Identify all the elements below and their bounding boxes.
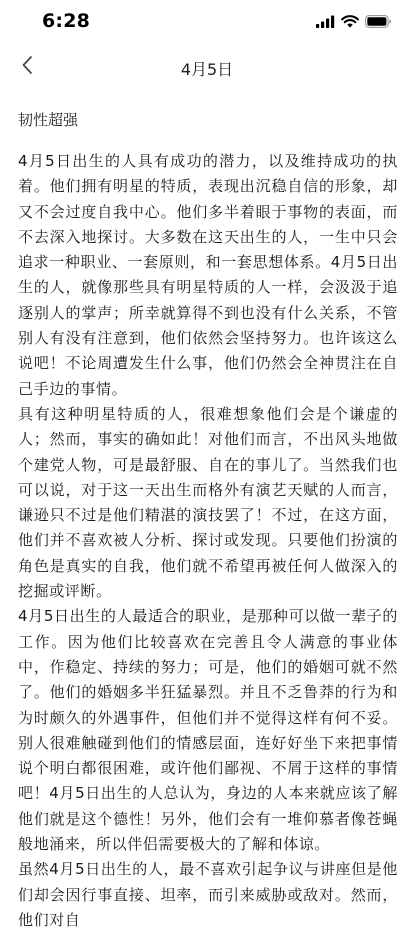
article-paragraph: 虽然4月5日出生的人，最不喜欢引起争议与讲座但是他们却会因行事直接、坦率，而引来威胁或敌对。然而，他们对自 [18,860,398,929]
article-paragraph: 具有这种明星特质的人，很难想象他们会是个谦虚的人；然而，事实的确如此！对他们而言，不出风头地做个建党人物，可是最舒服、自在的事儿了。当然我们也可以说，对于这一天出生而格外有演艺天赋的人而言，谦逊只不过是他们精湛的演技罢了！不过，在这方面，他们并不喜欢被人分析、探讨或发现。只要他们扮演的角色是真实的自我，他们就不希望再被任何人做深入的挖掘或评断。 [18,404,398,601]
article-paragraph: 4月5日出生的人具有成功的潜力，以及维持成功的执着。他们拥有明星的特质，表现出沉稳自信的形象，却又不会过度自我中心。他们多半着眼于事物的表面，而不去深入地探讨。大多数在这天出生的人，一生中只会追求一种职业、一套原则，和一套思想体系。4月5日出生的人，就像那些具有明星特质的人一样，会汲汲于追逐别人的掌声；所幸就算得不到也没有什么关系，不管别人有没有注意到，他们依然会坚持努力。也许该这么说吧！不论周遭发生什么事，他们仍然会全神贯注在自己手边的事情。 [18,152,398,398]
article-body [18,149,398,933]
article-paragraph: 4月5日出生的人最适合的职业，是那种可以做一辈子的工作。因为他们比较喜欢在完善且令人满意的事业体中，作稳定、持续的努力；可是，他们的婚姻可就不然了。他们的婚姻多半狂猛暴烈。并且不乏鲁莽的行为和为时颇久的外遇事件，但他们并不觉得这样有何不妥。别人很难触碰到他们的情感层面，连好好坐下来把事情说个明白都很困难，或许他们鄙视、不屑于这样的事情吧！4月5日出生的人总认为，身边的人本来就应该了解他们就是这个德性！另外，他们会有一堆仰慕者像苍蝇般地涌来，所以伴侣需要极大的了解和体谅。 [18,607,398,854]
article-subtitle: 韧性超强 [18,111,79,129]
battery-icon [365,13,392,32]
article-content[interactable] [0,90,414,929]
cellular-signal-icon [316,13,335,32]
page-title: 4月5日 [180,60,234,79]
nav-bar [0,44,414,90]
wifi-icon [341,13,359,32]
status-time: 6:28 [42,10,91,32]
status-icons [316,13,392,32]
status-bar [0,0,414,44]
